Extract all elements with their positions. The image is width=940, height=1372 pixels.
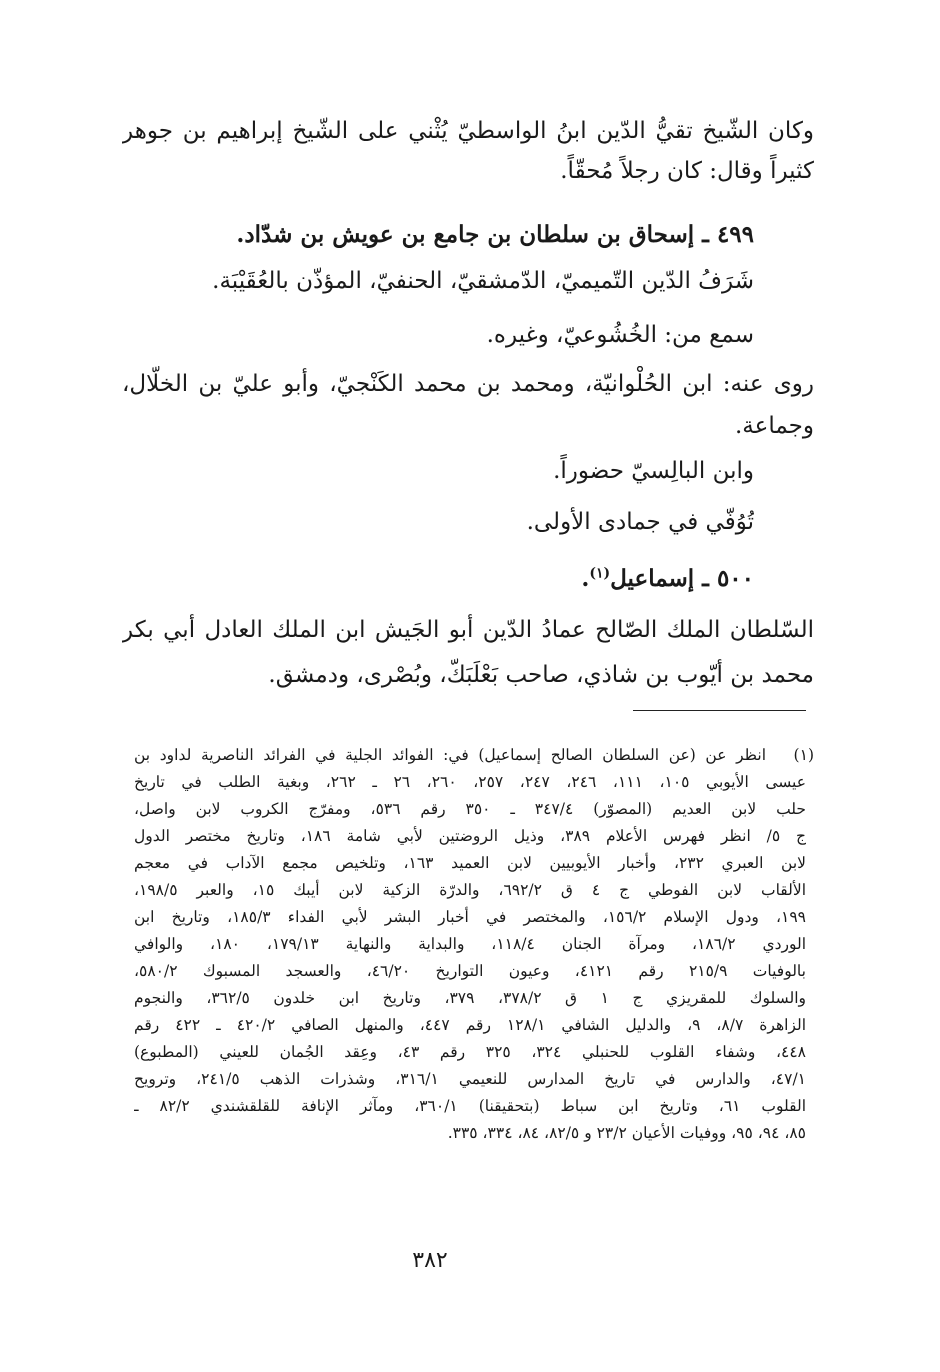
footnote-line: والسلوك للمقريزي ج ١ ق ٣٧٨/٢، ٣٧٩، وتاريخ ابن خلدون ٣٦٢/٥، والنجوم — [134, 989, 806, 1007]
footnote-line: انظر عن (عن السلطان الصالح إسماعيل) في: الفوائد الجلية في الفرائد الناصرية لداود بن — [134, 746, 766, 764]
footnote-line: ٤٧/١، والدارس في تاريخ المدارس للنعيمي ٣١٦/١، وشذرات الذهب ٢٤١/٥، وترويح — [134, 1070, 806, 1088]
footnote-reference: (١) — [589, 565, 611, 582]
footnote-number: (١) — [793, 746, 814, 764]
footnote-line: ج ٥/ انظر فهرس الأعلام ٣٨٩، وذيل الروضتين لأبي شامة ١٨٦، وتاريخ مختصر الدول — [134, 827, 806, 845]
entry-500-line-1: السّلطان الملك الصّالح عمادُ الدّين أبو الجَيش ابن الملك العادل أبي بكر — [122, 617, 814, 643]
footnote-line: ١٩٩، ودول الإسلام ١٥٦/٢، والمختصر في أخبار البشر لأبي الفداء ١٨٥/٣، وتاريخ ابن — [134, 908, 806, 926]
entry-500-heading-end: . — [581, 565, 590, 592]
entry-499-narrated-line-1: روى عنه: ابن الحُلْوانيّة، ومحمد بن محمد الكَنْجيّ، وأبو عليّ بن الخلّال، — [122, 371, 814, 397]
footnote-line: لابن العبري ٢٣٢، وأخبار الأيوبيين لابن العميد ١٦٣، وتلخيص مجمع الآداب في معجم — [134, 854, 806, 872]
entry-500-line-2: محمد بن أيّوب بن شاذي، صاحب بَعْلَبَكّ، وبُصْرى، ودمشق. — [268, 662, 814, 688]
footnote-line: ٤٤٨، وشفاء القلوب للحنبلي ٣٢٤، ٣٢٥ رقم ٤٣، وعِقد الجُمان للعيني (المطبوع) — [134, 1043, 806, 1061]
footnote-separator — [633, 710, 806, 711]
footnote-line: حلب لابن العديم (المصوّر) ٣٤٧/٤ ـ ٣٥٠ رقم ٥٣٦، ومفرّج الكروب لابن واصل، — [134, 800, 806, 818]
intro-line-1: وكان الشّيخ تقيُّ الدّين ابنُ الواسطيّ يُثْني على الشّيخ إبراهيم بن جوهر — [122, 118, 814, 144]
entry-499-presence: وابن البالِسيّ حضوراً. — [553, 458, 754, 484]
entry-499-heading: ٤٩٩ ـ إسحاق بن سلطان بن جامع بن عويش بن شدّاد. — [236, 221, 754, 248]
intro-line-2: كثيراً وقال: كان رجلاً مُحقّاً. — [560, 158, 814, 184]
entry-499-death: تُوُفّي في جمادى الأولى. — [526, 509, 754, 535]
entry-500-heading — [122, 561, 754, 599]
entry-499-heard-from: سمع من: الخُشُوعيّ، وغيره. — [486, 322, 754, 348]
footnote-line: بالوفيات ٢١٥/٩ رقم ٤١٢١، وعيون التواريخ ٤٦/٢٠، والعسجد المسبوك ٥٨٠/٢، — [134, 962, 806, 980]
page-number: ٣٨٢ — [412, 1248, 448, 1273]
entry-499-nisba: شَرَفُ الدّين التّميميّ، الدّمشقيّ، الحنفيّ، المؤذّن بالعُقَيْبَة. — [212, 268, 754, 294]
footnote-line: الوردي ١٨٦/٢، ومرآة الجنان ١١٨/٤، والبداية والنهاية ١٧٩/١٣، ١٨٠، والوافي — [134, 935, 806, 953]
footnote-line: ٨٥، ٩٤، ٩٥، ووفيات الأعيان ٢٣/٢ و ٨٢/٥، ٨٤، ٣٣٤، ٣٣٥. — [447, 1124, 806, 1142]
entry-500-heading-text: ٥٠٠ ـ إسماعيل — [610, 565, 754, 592]
footnote-line: القلوب ٦١، وتاريخ ابن سباط (بتحقيقنا) ٣٦٠/١، ومآثر الإنافة للقلقشندي ٨٢/٢ ـ — [134, 1097, 806, 1115]
entry-499-narrated-line-2: وجماعة. — [735, 413, 814, 439]
footnote-line: الزاهرة ٨/٧، ٩، والدليل الشافي ١٢٨/١ رقم ٤٤٧، والمنهل الصافي ٤٢٠/٢ ـ ٤٢٢ رقم — [134, 1016, 806, 1034]
footnote-line: الألقاب لابن الفوطي ج ٤ ق ٦٩٢/٢، والدرّة الزكية لابن أيبك ١٥، والعبر ١٩٨/٥، — [134, 881, 806, 899]
footnote-line: عيسى الأيوبي ١٠٥، ١١١، ٢٤٦، ٢٤٧، ٢٥٧، ٢٦٠، ٢٦ ـ ٢٦٢، وبغية الطلب في تاريخ — [134, 773, 806, 791]
